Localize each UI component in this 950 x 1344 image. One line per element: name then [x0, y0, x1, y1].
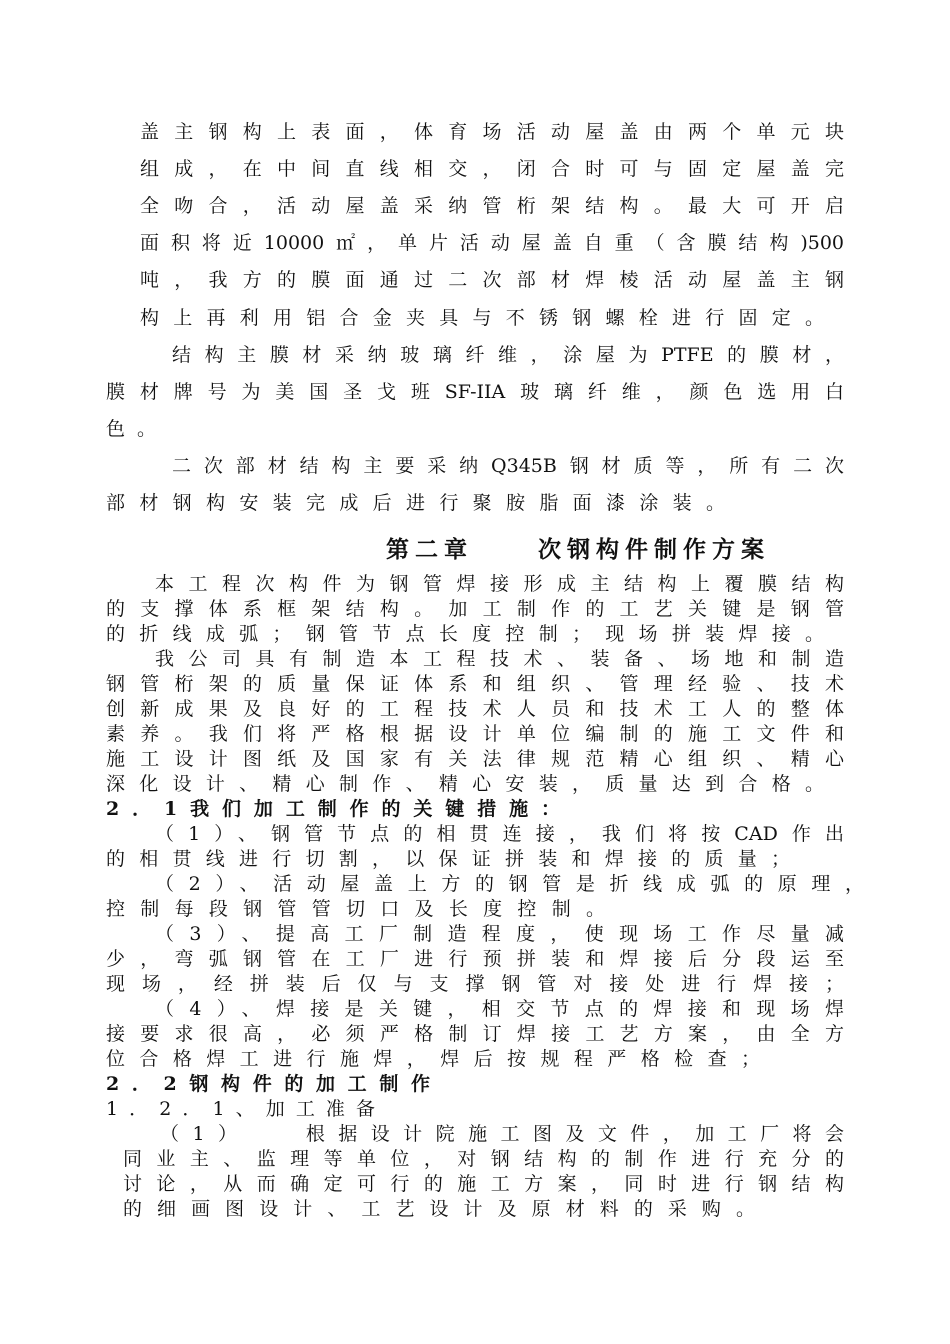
paragraph-line: 的支撑体系框架结构。加工制作的工艺关键是钢管 [106, 598, 844, 620]
subsection-heading: 1．2．1、加工准备 [106, 1098, 375, 1120]
paragraph-line: 的细画图设计、工艺设计及原材料的采购。 [123, 1198, 755, 1220]
paragraph-line: （1） 根据设计院施工图及文件，加工厂将会 [160, 1123, 844, 1145]
paragraph-line: 创新成果及良好的工程技术人员和技术工人的整体 [106, 698, 844, 720]
paragraph-line: 构上再利用铝合金夹具与不锈钢螺栓进行固定。 [140, 307, 824, 329]
paragraph-line: 讨论，从而确定可行的施工方案，同时进行钢结构 [123, 1173, 844, 1195]
paragraph-line: 本工程次构件为钢管焊接形成主结构上覆膜结构 [155, 573, 844, 595]
paragraph-line: 全吻合，活动屋盖采纳管桁架结构。最大可开启 [140, 195, 844, 217]
paragraph-line: 的折线成弧；钢管节点长度控制；现场拼装焊接。 [106, 623, 824, 645]
chapter-number: 第二章 [386, 536, 473, 563]
paragraph-line: 膜材牌号为美国圣戈班SF-IIA玻璃纤维，颜色选用白 [106, 381, 844, 403]
paragraph-line: 同业主、监理等单位，对钢结构的制作进行充分的 [123, 1148, 844, 1170]
paragraph-line: 我公司具有制造本工程技术、装备、场地和制造 [155, 648, 844, 670]
paragraph-line: 部材钢构安装完成后进行聚胺脂面漆涂装。 [106, 492, 725, 514]
paragraph-line: 施工设计图纸及国家有关法律规范精心组织、精心 [106, 748, 844, 770]
paragraph-line: 吨，我方的膜面通过二次部材焊棱活动屋盖主钢 [140, 269, 844, 291]
section-heading: 2．1我们加工制作的关键措施： [106, 798, 560, 820]
chapter-heading [386, 535, 798, 565]
list-item-line: （3）、提高工厂制造程度，使现场工作尽量减 [155, 923, 844, 945]
list-item-line: 控制每段钢管管切口及长度控制。 [106, 898, 605, 920]
paragraph-line: 深化设计、精心制作、精心安装，质量达到合格。 [106, 773, 824, 795]
list-item-line: 少，弯弧钢管在工厂进行预拼装和焊接后分段运至 [106, 948, 844, 970]
list-item-line: 现场，经拼装后仅与支撑钢管对接处进行焊接； [106, 973, 844, 995]
list-item-line: 接要求很高，必须严格制订焊接工艺方案，由全方 [106, 1023, 844, 1045]
list-item-line: 的相贯线进行切割，以保证拼装和焊接的质量； [106, 848, 790, 870]
section-heading: 2．2钢构件的加工制作 [106, 1073, 430, 1095]
paragraph-line: 盖主钢构上表面，体育场活动屋盖由两个单元块 [140, 121, 844, 143]
paragraph-line: 结构主膜材采纳玻璃纤维，涂屋为PTFE的膜材， [172, 344, 844, 366]
paragraph-line: 色。 [106, 418, 169, 440]
paragraph-line: 二次部材结构主要采纳Q345B钢材质等，所有二次 [172, 455, 844, 477]
chapter-title: 次钢构件制作方案 [538, 536, 770, 563]
list-item-line: （1）、钢管节点的相贯连接，我们将按CAD作出 [155, 823, 844, 845]
list-item-line: （2）、活动屋盖上方的钢管是折线成弧的原理， [155, 873, 864, 895]
list-item-line: 位合格焊工进行施焊，焊后按规程严格检查； [106, 1048, 760, 1070]
paragraph-line: 组成，在中间直线相交，闭合时可与固定屋盖完 [140, 158, 844, 180]
list-item-line: （4）、焊接是关键，相交节点的焊接和现场焊 [155, 998, 844, 1020]
paragraph-line: 素养。我们将严格根据设计单位编制的施工文件和 [106, 723, 844, 745]
paragraph-line: 面积将近10000㎡，单片活动屋盖自重（含膜结构)500 [140, 232, 844, 254]
paragraph-line: 钢管桁架的质量保证体系和组织、管理经验、技术 [106, 673, 844, 695]
